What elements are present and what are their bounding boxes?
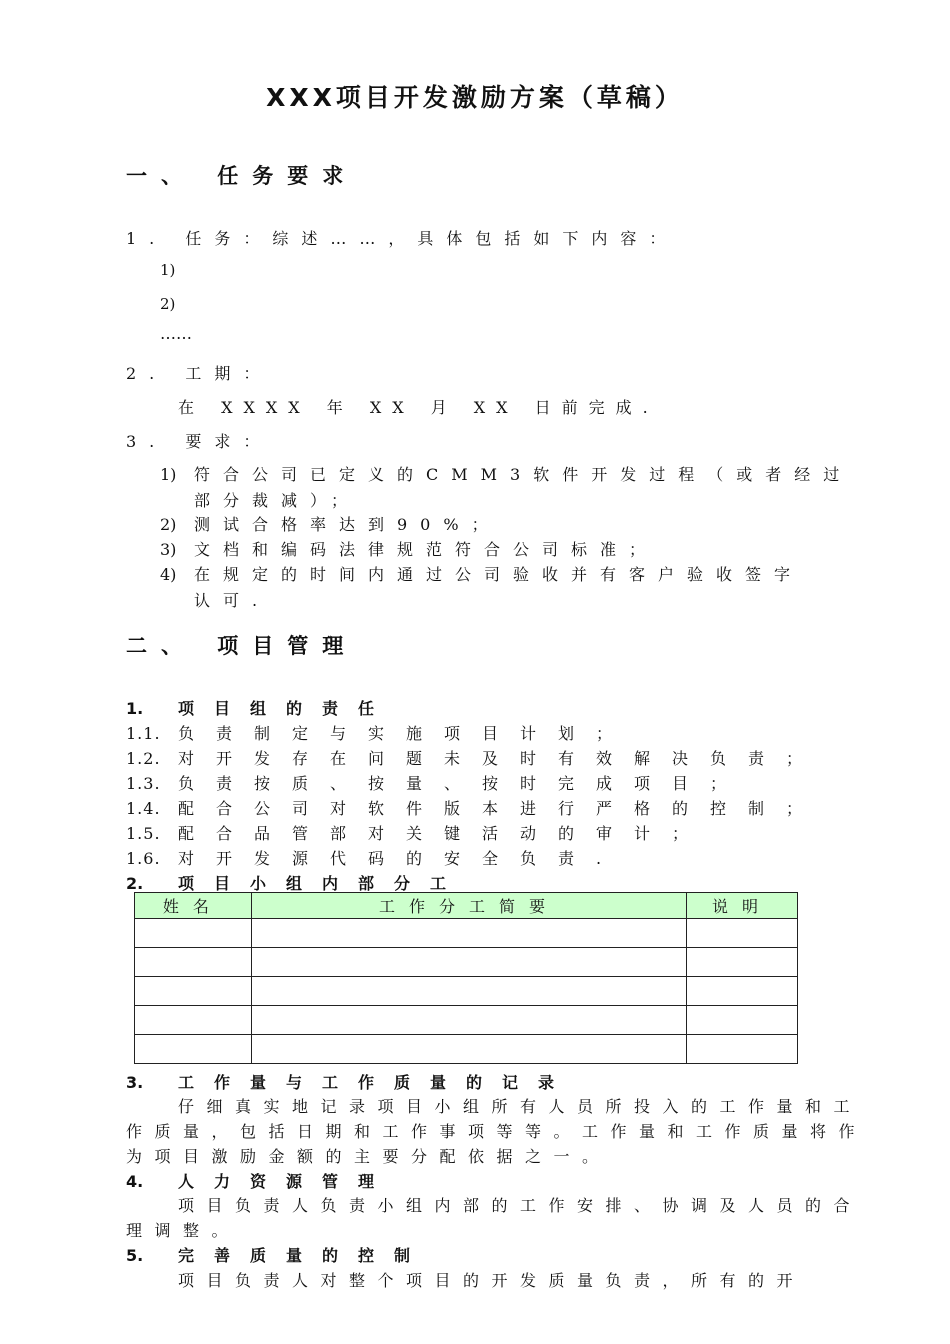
work-records-paragraph: 仔细真实地记录项目小组所有人员所投入的工作量和工作质量，包括日期和工作事项等等。工作量和工作质量将作为项目激励金额的主要分配依据之一。 bbox=[126, 1097, 868, 1166]
subheading-number: 1. bbox=[126, 699, 144, 718]
responsibility-item: 1.6. 对开发源代码的安全负责. bbox=[126, 849, 624, 868]
table-cell[interactable] bbox=[251, 948, 686, 977]
table-cell[interactable] bbox=[135, 977, 252, 1006]
responsibility-item: 1.5. 配合品管部对关键活动的审计； bbox=[126, 824, 711, 843]
table-row bbox=[135, 977, 798, 1006]
column-header-work-summary: 工作分工简要 bbox=[251, 893, 686, 919]
table-cell[interactable] bbox=[251, 1006, 686, 1035]
subheading-number: 4. bbox=[126, 1172, 144, 1191]
task-item-1: 1) bbox=[160, 261, 176, 279]
table-cell[interactable] bbox=[251, 977, 686, 1006]
column-header-notes: 说明 bbox=[687, 893, 798, 919]
requirement-text: 测试合格率达到90%； bbox=[194, 515, 501, 534]
subheading-team-responsibility bbox=[126, 696, 394, 719]
table-cell[interactable] bbox=[135, 919, 252, 948]
requirement-number: 2) bbox=[160, 515, 177, 534]
subheading-number: 3. bbox=[126, 1073, 144, 1092]
requirement-2 bbox=[160, 512, 890, 535]
requirement-number: 1) bbox=[160, 465, 177, 484]
team-division-table bbox=[134, 892, 798, 1064]
subheading-quality-control bbox=[126, 1243, 430, 1266]
subheading-number: 5. bbox=[126, 1246, 144, 1265]
table-cell[interactable] bbox=[687, 919, 798, 948]
subheading-team-division bbox=[126, 871, 466, 894]
responsibility-item: 1.1. 负责制定与实施项目计划； bbox=[126, 724, 635, 743]
table-header-row bbox=[135, 893, 798, 919]
quality-control-paragraph: 项目负责人对整个项目的开发质量负责，所有的开 bbox=[178, 1271, 806, 1290]
section-heading-task-requirements: 一、 任务要求 bbox=[126, 164, 358, 188]
table-cell[interactable] bbox=[687, 1006, 798, 1035]
column-header-name: 姓名 bbox=[135, 893, 252, 919]
subheading-human-resources bbox=[126, 1169, 394, 1192]
section-heading-project-management: 二、 项目管理 bbox=[126, 634, 358, 658]
subheading-text: 项目组的责任 bbox=[178, 699, 395, 718]
document-title: XXX项目开发激励方案（草稿） bbox=[266, 83, 684, 112]
table-row bbox=[135, 919, 798, 948]
task-ellipsis: …… bbox=[160, 324, 192, 343]
table-row bbox=[135, 1006, 798, 1035]
table-row bbox=[135, 1035, 798, 1064]
subheading-work-records bbox=[126, 1070, 574, 1093]
requirements-label: 3. 要求： bbox=[126, 432, 273, 451]
requirement-number: 3) bbox=[160, 540, 177, 559]
table-cell[interactable] bbox=[251, 919, 686, 948]
requirement-text-continued: 部分裁减）； bbox=[194, 491, 361, 510]
subheading-text: 工作量与工作质量的记录 bbox=[178, 1073, 575, 1092]
requirement-1 bbox=[160, 462, 890, 511]
requirement-3 bbox=[160, 537, 890, 560]
table-cell[interactable] bbox=[687, 948, 798, 977]
requirement-number: 4) bbox=[160, 565, 177, 584]
task-item-2: 2) bbox=[160, 295, 176, 313]
responsibility-item: 1.2. 对开发存在问题未及时有效解决负责； bbox=[126, 749, 825, 768]
requirement-text: 符合公司已定义的CMM3软件开发过程（或者经过 bbox=[194, 465, 853, 484]
task-line: 1. 任务：综述……，具体包括如下内容： bbox=[126, 229, 679, 248]
requirement-text: 文档和编码法律规范符合公司标准； bbox=[194, 540, 659, 559]
table-cell[interactable] bbox=[251, 1035, 686, 1064]
subheading-number: 2. bbox=[126, 874, 144, 893]
table-row bbox=[135, 948, 798, 977]
responsibility-item: 1.3. 负责按质、按量、按时完成项目； bbox=[126, 774, 749, 793]
period-text: 在 XXXX 年 XX 月 XX 日前完成. bbox=[178, 398, 659, 417]
responsibility-item: 1.4. 配合公司对软件版本进行严格的控制； bbox=[126, 799, 825, 818]
table-cell[interactable] bbox=[135, 1035, 252, 1064]
table-cell[interactable] bbox=[135, 1006, 252, 1035]
table-cell[interactable] bbox=[687, 977, 798, 1006]
subheading-text: 人力资源管理 bbox=[178, 1172, 395, 1191]
requirement-text-continued: 认可. bbox=[194, 591, 271, 610]
table-cell[interactable] bbox=[687, 1035, 798, 1064]
table-cell[interactable] bbox=[135, 948, 252, 977]
human-resources-paragraph: 项目负责人负责小组内部的工作安排、协调及人员的合理调整。 bbox=[126, 1196, 863, 1240]
requirement-text: 在规定的时间内通过公司验收并有客户验收签字 bbox=[194, 565, 804, 584]
period-label: 2. 工期： bbox=[126, 364, 273, 383]
subheading-text: 项目小组内部分工 bbox=[178, 874, 467, 893]
requirement-4 bbox=[160, 562, 890, 611]
subheading-text: 完善质量的控制 bbox=[178, 1246, 431, 1265]
